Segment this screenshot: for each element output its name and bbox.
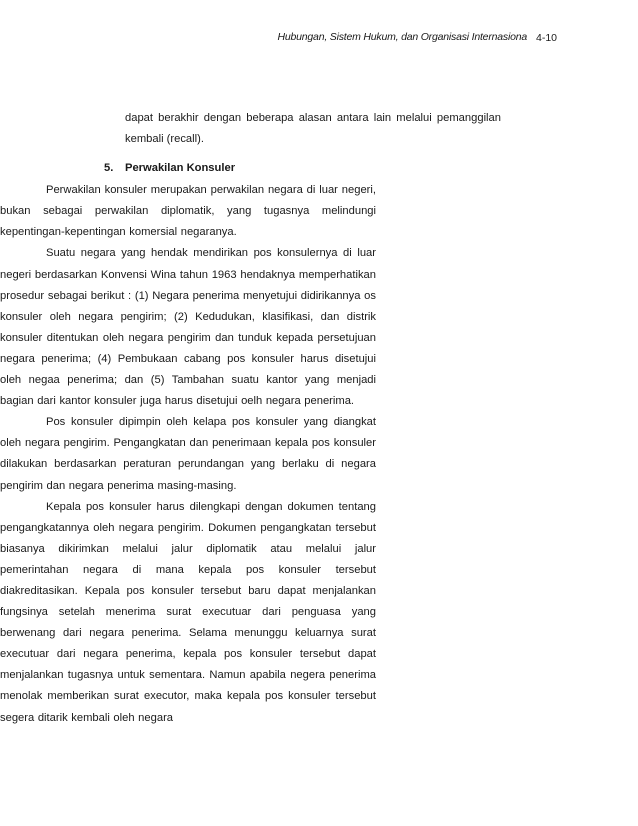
- body-paragraph: Kepala pos konsuler harus dilengkapi dengan dokumen tentang pengangkatannya oleh negara pengirim. Dokumen pengangkatan tersebut biasanya dikirimkan melalui jalur diplomatik atau melalui jalur pemerintahan negara di mana kepala pos konsuler tersebut diakreditasikan. Kepala pos konsuler tersebut baru dapat menjalankan fungsinya setelah menerima surat executuar dari penguasa yang berwenang dari negara penerima. Selama menunggu keluarnya surat executuar dari negara penerima, kepala pos konsuler tersebut dapat menjalankan tugasnya untuk sementara. Namun apabila negera penerima menolak memberikan surat executor, maka kepala pos konsuler tersebut segera ditarik kembali oleh negara: [0, 500, 376, 724]
- page-body: [0, 108, 638, 729]
- section-heading: [0, 158, 638, 179]
- body-paragraph: Pos konsuler dipimpin oleh kelapa pos konsuler yang diangkat oleh negara pengirim. Pengangkatan dan penerimaan kepala pos konsuler dilakukan berdasarkan peraturan perundangan yang berlaku di negara pengirim dan negara penerima masing-masing.: [0, 416, 376, 492]
- page-number: 4-10: [536, 32, 558, 44]
- body-paragraph: Suatu negara yang hendak mendirikan pos konsulernya di luar negeri berdasarkan Konvensi Wina tahun 1963 hendaknya memperhatikan prosedur sebagai berikut : (1) Negara penerima menyetujui didirikannya os konsuler oleh negara pengirim; (2) Kedudukan, klasifikasi, dan distrik konsuler ditentukan oleh negara pengirim dan tunduk kepada persetujuan negara penerima; (4) Pembukaan cabang pos konsuler harus disetujui oleh negaa penerima; dan (5) Tambahan suatu kantor yang menjadi bagian dari kantor konsuler juga harus disetujui oelh negara penerima.: [0, 247, 376, 408]
- section-number: 5.: [104, 162, 114, 175]
- running-header-title: Hubungan, Sistem Hukum, dan Organisasi Internasiona: [277, 31, 527, 43]
- body-paragraph: Perwakilan konsuler merupakan perwakilan negara di luar negeri, bukan sebagai perwakilan diplomatik, yang tugasnya melindungi kepentingan-kepentingan komersial negaranya.: [0, 184, 376, 239]
- section-title: Perwakilan Konsuler: [125, 162, 236, 175]
- page-header: [0, 31, 638, 47]
- continuation-paragraph: dapat berakhir dengan beberapa alasan antara lain melalui pemanggilan kembali (recall).: [125, 112, 501, 146]
